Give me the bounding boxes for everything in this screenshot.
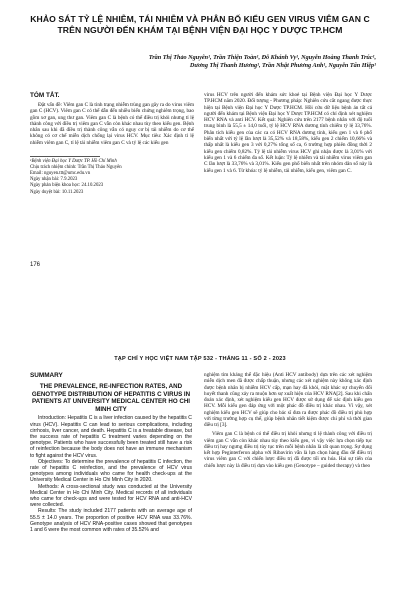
summary-results: Results: The study included 2177 patients with an average age of 55.5 ± 14.0 years. The proportion of positive HCV RNA was 33.76%. Genotype analysis of HCV RNA-positive cases showed that genotypes 1 and 6 were the most common with rates of 35.52% and — [30, 508, 192, 534]
page-number: 176 — [30, 262, 41, 268]
abstract-heading: TÓM TẮT. — [30, 92, 60, 99]
summary-column — [30, 372, 192, 533]
summary-title: THE PREVALENCE, RE-INFECTION RATES, AND GENOTYPE DISTRIBUTION OF HEPATITIS C VIRUS IN PATIENTS AT UNIVERSITY MEDICAL CENTER HO CHI MINH CITY — [31, 383, 191, 413]
footnote-affiliation: ¹Bệnh viện Đại học Y Dược TP. Hồ Chí Minh — [30, 159, 117, 165]
footnote-email: Email: nguyen.ttt@umc.edu.vn — [30, 171, 91, 177]
summary-heading: SUMMARY — [30, 372, 63, 379]
footnote-corresponding: Chịu trách nhiệm chính: Trần Thị Thảo Nguyên — [30, 165, 122, 171]
abstract-text-right: virus HCV trên người đến khám sức khoẻ tại Bệnh viện Đại học Y Dược TP.HCM năm 2020. Đối tượng - Phương pháp: Nghiên cứu cắt ngang được thực hiện tại Bệnh viện Đại học Y Dược TP.HCM. Hồi cứu dữ liệu bệnh án tất cả người đến khám tại Bệnh viện Đại học Y Dược TP.HCM có chỉ định xét nghiệm HCV RNA và anti HCV. Kết quả: Nghiên cứu trên 2177 bệnh nhân với độ tuổi trung bình là 55,5 ± 14,0 tuổi, tỷ lệ HCV RNA dương tính chiếm tỷ lệ 33,76%. Phân tích kiểu gen của các ca có HCV RNA dương tính, kiểu gen 1 và 6 phổ biến nhất với tỷ lệ lần lượt là 35,52% và 18,58%, kiểu gen 2 chiếm 10,66% và thấp nhất là kiểu gen 3 với 0,27% tổng số ca, 6 trường hợp phiên đồng thời 2 kiểu gen chiếm 0,82%. Tỷ lệ tái nhiễm virus HCV ghi nhận được là 3,01% với kiểu gen 1 và 6 chiếm đa số. Kết luận: Tỷ lệ nhiễm và tái nhiễm virus viêm gan C lần lượt là 33,76% và 3,01%. Kiểu gen phổ biến nhất trên nhóm dân số này là kiểu gen 1 và 6. Từ khóa: tỷ lệ nhiễm, tái nhiễm, kiểu gen, viêm gan C. — [204, 92, 372, 174]
body-column — [204, 372, 372, 469]
footnote-divider — [30, 156, 100, 157]
journal-running-header: TẠP CHÍ Y HỌC VIỆT NAM TẬP 532 - THÁNG 11 - SỐ 2 - 2023 — [114, 356, 286, 362]
body-paragraph-1: nghiệm tìm kháng thể đặc hiệu (Anti HCV antibody) dựa trên các xét nghiệm miễn dịch men đã được chấp thuận, nhưng các xét nghiệm này không xác định được bệnh nhân bị nhiễm HCV cấp, mạn hay đã khỏi, mặt khác sự chuyển đổi huyết thanh cũng xảy ra muộn hơn sự xuất hiện của HCV RNA[2]. Sau khi chẩn đoán xác định, xét nghiệm kiểu gen HCV được sử dụng để xác định kiểu gen HCV. Mỗi kiểu gen đáp ứng với một phác đồ điều trị khác nhau. Vì vậy, xét nghiệm kiểu gen HCV sẽ giúp cho bác sĩ đưa ra được phác đồ điều trị phù hợp với từng trường hợp cụ thể, giúp bệnh nhân tiết kiệm được chi phí và thời gian điều trị [3]. — [204, 372, 372, 428]
abstract-left-column — [30, 92, 194, 196]
footnote-accepted: Ngày duyệt bài: 10.11.2023 — [30, 189, 84, 195]
summary-methods: Methods: A cross-sectional study was conducted at the University Medical Center in Ho Chi Minh City. Medical records of all individuals who came for check-ups and were tested for HCV RNA and anti-HCV were collected. — [30, 483, 192, 509]
footnote-reviewed: Ngày phản biện khoa học: 24.10.2023 — [30, 183, 104, 189]
summary-objectives: Objectives: To determine the prevalence of hepatitis C infection, the rate of hepatitis C reinfection, and the prevalence of HCV virus genotypes among individuals who came for health check-ups at the University Medical Center in Ho Chi Minh City in 2020. — [30, 458, 192, 484]
abstract-right-column — [204, 92, 372, 174]
footnote-received: Ngày nhận bài: 7.9.2023 — [30, 177, 78, 183]
article-title: KHẢO SÁT TỶ LỆ NHIỄM, TÁI NHIỄM VÀ PHÂN BỐ KIỂU GEN VIRUS VIÊM GAN C TRÊN NGƯỜI ĐẾN KHÁM TẠI BỆNH VIỆN ĐẠI HỌC Y DƯỢC TP.HCM — [30, 14, 370, 35]
abstract-text-left: Đặt vấn đề: Viêm gan C là tình trạng nhiễm trùng gan gây ra do virus viêm gan C (HCV). Viêm gan C có thể dẫn đến nhiều biến chứng nghiêm trọng, bao gồm xơ gan, ung thư gan. Viêm gan C là bệnh có thể điều trị khỏi nhưng tỉ lệ thành công với điều trị viêm gan C vẫn còn khác nhau tùy theo kiểu gen. Bệnh nhân sau khi đã điều trị thành công vẫn có nguy cơ bị tái nhiễm do cơ thể không có cơ chế miễn dịch chống lại virus HCV. Mục tiêu: Xác định tỉ lệ nhiễm viêm gan C, tỉ lệ tái nhiễm viêm gan C và tỷ lệ các kiểu gen — [30, 102, 194, 146]
body-paragraph-2: Viêm gan C là bệnh có thể điều trị khỏi nhưng tỉ lệ thành công với điều trị viêm gan C vẫn còn khác nhau tùy theo kiểu gen, vì vậy việc lựa chọn tiếp tục điều trị hay ngưng điều trị tùy tục trên mỗi bệnh nhân là rất quan trọng. Sự dụng kết hợp Peginterferon alpha với Ribavirin vẫn là lựa chọn hàng đầu để điều trị virus viêm gan C với chiến lược điều trị đã được tối ưu hóa. Hai sự tiến của chiến lược này là điều trị dựa vào kiểu gen (Genotype – guided therapy) và theo — [204, 431, 372, 469]
summary-introduction: Introduction: Hepatitis C is a liver infection caused by the hepatitis C virus (HCV). Hepatitis C can lead to serious complications, including cirrhosis, liver cancer, and death. Hepatitis C is a treatable disease, but the success rate of hepatitis C treatment varies depending on the genotype. Patients who have successfully been treated still have a risk of reinfection because the body does not have an immune mechanism to fight against the HCV virus. — [30, 415, 192, 459]
author-list: Trần Thị Thảo Nguyên¹, Trần Thiện Toàn¹, Đỗ Khánh Vy¹, Nguyễn Hoàng Thanh Trúc¹, Dương Thị Thanh Hương¹, Trần Nhật Phương Anh¹, Nguyễn Tấn Hiệp¹ — [148, 54, 376, 69]
